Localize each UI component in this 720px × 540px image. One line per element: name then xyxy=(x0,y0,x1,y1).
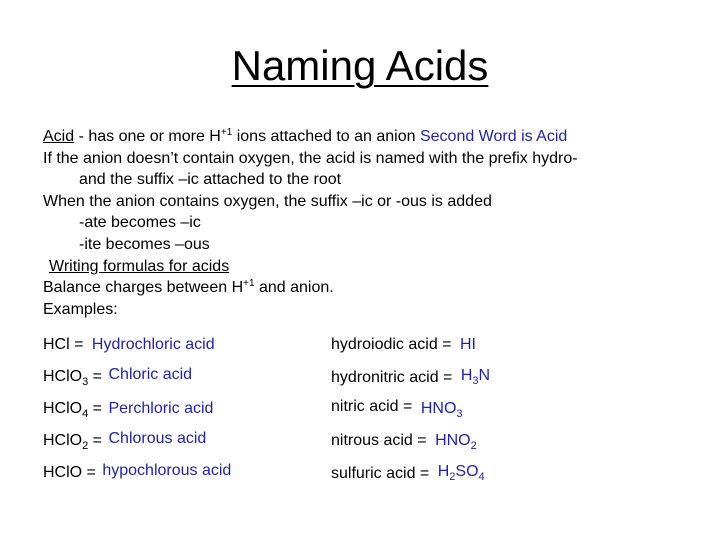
equals-sign: = xyxy=(88,432,103,449)
formula-subscript: 2 xyxy=(470,440,477,452)
example-formula xyxy=(437,463,485,483)
equals-sign: = xyxy=(88,368,103,385)
no-oxygen-rule-continuation: and the suffix –ic attached to the root xyxy=(79,171,342,189)
formula-base: H xyxy=(437,463,450,480)
acid-definition-line xyxy=(43,126,693,148)
example-acid-name: nitrous acid = xyxy=(331,432,427,449)
example-formula xyxy=(435,432,477,452)
example-acid-name: Perchloric acid xyxy=(108,400,214,417)
example-hclo4 xyxy=(43,399,213,419)
example-acid-name: hydronitric acid = xyxy=(331,369,453,386)
second-word-note: Second Word is Acid xyxy=(419,128,568,145)
definition-text-b: ions attached to an anion xyxy=(232,128,420,145)
formula-base: H xyxy=(460,367,473,384)
example-hclo2 xyxy=(43,431,206,451)
ate-rule-line: -ate becomes –ic xyxy=(79,214,201,232)
formula-subscript: 2 xyxy=(449,471,456,483)
example-formula xyxy=(43,368,103,388)
example-formula: HI xyxy=(459,336,476,353)
formula-subscript: 4 xyxy=(82,408,89,420)
example-formula: HClO = xyxy=(43,464,96,481)
example-acid-name: Hydrochloric acid xyxy=(91,336,215,353)
balance-h-charge-superscript: +1 xyxy=(243,278,255,290)
example-acid-name: nitric acid = xyxy=(331,398,413,415)
formula-mid: SO xyxy=(455,463,479,480)
example-formula xyxy=(43,432,103,452)
balance-text-b: and anion. xyxy=(254,279,334,297)
formula-base: HClO xyxy=(43,400,83,417)
formula-base: HNO xyxy=(435,432,471,449)
formula-base: HClO xyxy=(43,368,83,385)
example-acid-name: Chloric acid xyxy=(108,366,193,383)
balance-text-a: Balance charges between H xyxy=(43,279,244,297)
formula-subscript: 3 xyxy=(82,376,89,388)
example-sulfuric xyxy=(331,464,485,484)
example-acid-name: hydroiodic acid = xyxy=(331,336,452,353)
formula-base: HNO xyxy=(420,400,457,417)
example-formula xyxy=(43,400,103,420)
example-acid-name: hypochlorous acid xyxy=(102,462,232,479)
example-formula xyxy=(420,400,463,420)
balance-charges-line xyxy=(43,277,693,299)
formula-subscript: 3 xyxy=(456,408,463,420)
slide-body xyxy=(43,126,693,320)
example-nitric xyxy=(331,399,463,419)
acid-term: Acid xyxy=(43,128,75,145)
formulas-heading: Writing formulas for acids xyxy=(49,257,230,275)
slide-title: Naming Acids xyxy=(231,42,489,89)
definition-text-a: - has one or more H xyxy=(74,128,221,145)
example-hclo3 xyxy=(43,367,192,387)
example-acid-name: Chlorous acid xyxy=(108,430,207,447)
formula-tail: N xyxy=(478,367,491,384)
example-acid-name: sulfuric acid = xyxy=(331,465,430,482)
formula-subscript: 2 xyxy=(82,440,89,452)
example-hydroiodic xyxy=(331,335,476,355)
example-hcl xyxy=(43,335,215,355)
ite-rule-line: -ite becomes –ous xyxy=(79,235,210,253)
example-nitrous xyxy=(331,431,477,451)
example-hclo xyxy=(43,463,231,483)
h-charge-superscript: +1 xyxy=(220,127,233,138)
equals-sign: = xyxy=(88,400,103,417)
formula-subscript: 3 xyxy=(472,375,479,387)
example-formula xyxy=(460,367,491,387)
examples-label: Examples: xyxy=(43,300,118,318)
oxygen-rule-line: When the anion contains oxygen, the suffix –ic or -ous is added xyxy=(43,192,492,210)
formula-subscript: 4 xyxy=(478,471,485,483)
no-oxygen-rule-line: If the anion doesn’t contain oxygen, the acid is named with the prefix hydro- xyxy=(43,149,578,167)
example-formula: HCl = xyxy=(43,336,84,353)
formulas-heading-line xyxy=(43,256,693,278)
formula-base: HClO xyxy=(43,432,83,449)
example-hydronitric xyxy=(331,368,490,388)
